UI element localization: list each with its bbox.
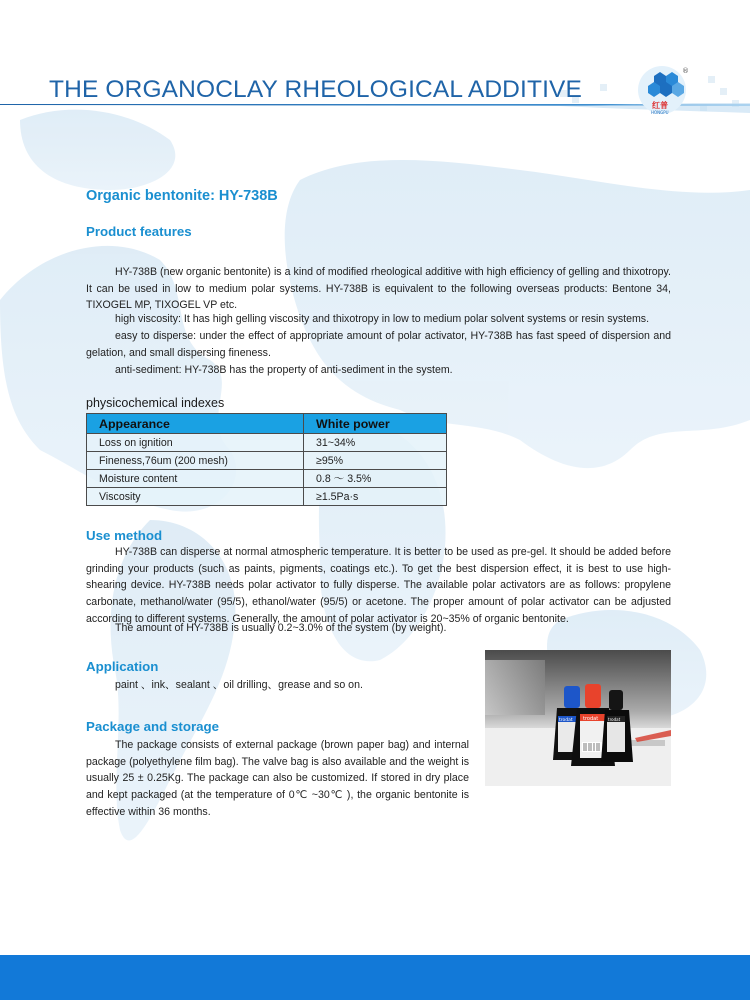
package-heading: Package and storage bbox=[86, 719, 220, 734]
table-cell: 0.8 ～ 3.5% bbox=[304, 470, 447, 488]
package-text: The package consists of external package (brown paper bag) and internal package (polyethylene film bag). The valve bag is also available and the weight is usually 25 ± 0.25Kg. The package can also be customized. If stored in dry place and kept packaged (at the temperature of 0℃ ~30℃ ), the organic bentonite is effective within 36 months. bbox=[86, 739, 469, 818]
use-method-amount: The amount of HY-738B is usually 0.2~3.0% of the system (by weight). bbox=[115, 622, 447, 634]
bottle-label-blue: trodat bbox=[559, 718, 573, 723]
table-cell: Loss on ignition bbox=[87, 434, 304, 452]
company-logo bbox=[636, 64, 690, 116]
features-anti-sediment: anti-sediment: HY-738B has the property of anti-sediment in the system. bbox=[115, 364, 453, 376]
footer-bar bbox=[0, 955, 750, 1000]
use-method-heading: Use method bbox=[86, 528, 163, 543]
logo-brand-chars: 红普 bbox=[652, 101, 668, 110]
application-text: paint 、ink、sealant 、oil drilling、grease and so on. bbox=[115, 679, 363, 691]
features-easy-disperse: easy to disperse: under the effect of appropriate amount of polar activator, HY-738B has fast speed of dispersion and gelation, and small dispersing fineness. bbox=[86, 330, 671, 359]
table-cell: ≥1.5Pa·s bbox=[304, 488, 447, 506]
table-cell: ≥95% bbox=[304, 452, 447, 470]
logo-hexagon-icon bbox=[636, 64, 690, 116]
indexes-table bbox=[86, 413, 447, 506]
table-cell: Viscosity bbox=[87, 488, 304, 506]
bottle-label-black: trodat bbox=[608, 717, 621, 722]
registered-mark: ® bbox=[682, 67, 689, 75]
application-heading: Application bbox=[86, 659, 159, 674]
table-row bbox=[87, 434, 447, 452]
table-row bbox=[87, 470, 447, 488]
product-heading: Organic bentonite: HY-738B bbox=[86, 188, 278, 204]
ink-bottles-image bbox=[485, 650, 671, 786]
indexes-caption: physicochemical indexes bbox=[86, 396, 225, 410]
table-cell: Fineness,76um (200 mesh) bbox=[87, 452, 304, 470]
features-heading: Product features bbox=[86, 224, 192, 239]
page-title: THE ORGANOCLAY RHEOLOGICAL ADDITIVE bbox=[49, 76, 583, 103]
features-high-viscosity: high viscosity: It has high gelling viscosity and thixotropy in low to medium polar solvent systems or resin systems. bbox=[115, 313, 650, 325]
table-cell: 31~34% bbox=[304, 434, 447, 452]
use-method-text: HY-738B can disperse at normal atmospheric temperature. It is better to be used as pre-gel. It should be added before grinding your products (such as paints, pigments, coatings etc.). To get the best dispersion effect, it is best to use high-shearing device. HY-738B needs polar activator to fully disperse. The available polar activators are as follows: propylene carbonate, methanol/water (95/5), ethanol/water (95/5) or acetone. The proper amount of polar activator can be adjusted according to different systems. Generally, the amount of polar activator is 20~35% of organic bentonite. bbox=[86, 546, 671, 625]
table-header-row bbox=[87, 414, 447, 434]
table-row bbox=[87, 488, 447, 506]
bottle-label-red: trodat bbox=[583, 716, 599, 722]
table-cell: Moisture content bbox=[87, 470, 304, 488]
table-header-cell: Appearance bbox=[87, 414, 304, 434]
table-row bbox=[87, 452, 447, 470]
features-intro: HY-738B (new organic bentonite) is a kind of modified rheological additive with high efficiency of gelling and thixotropy. It can be used in low to medium polar systems. HY-738B is equivalent to the following overseas products: Bentone 34, TIXOGEL MP, TIXOGEL VP etc. bbox=[86, 266, 671, 312]
product-photo bbox=[485, 650, 671, 786]
logo-brand-sub: HONGPU bbox=[651, 110, 669, 115]
table-header-cell: White power bbox=[304, 414, 447, 434]
